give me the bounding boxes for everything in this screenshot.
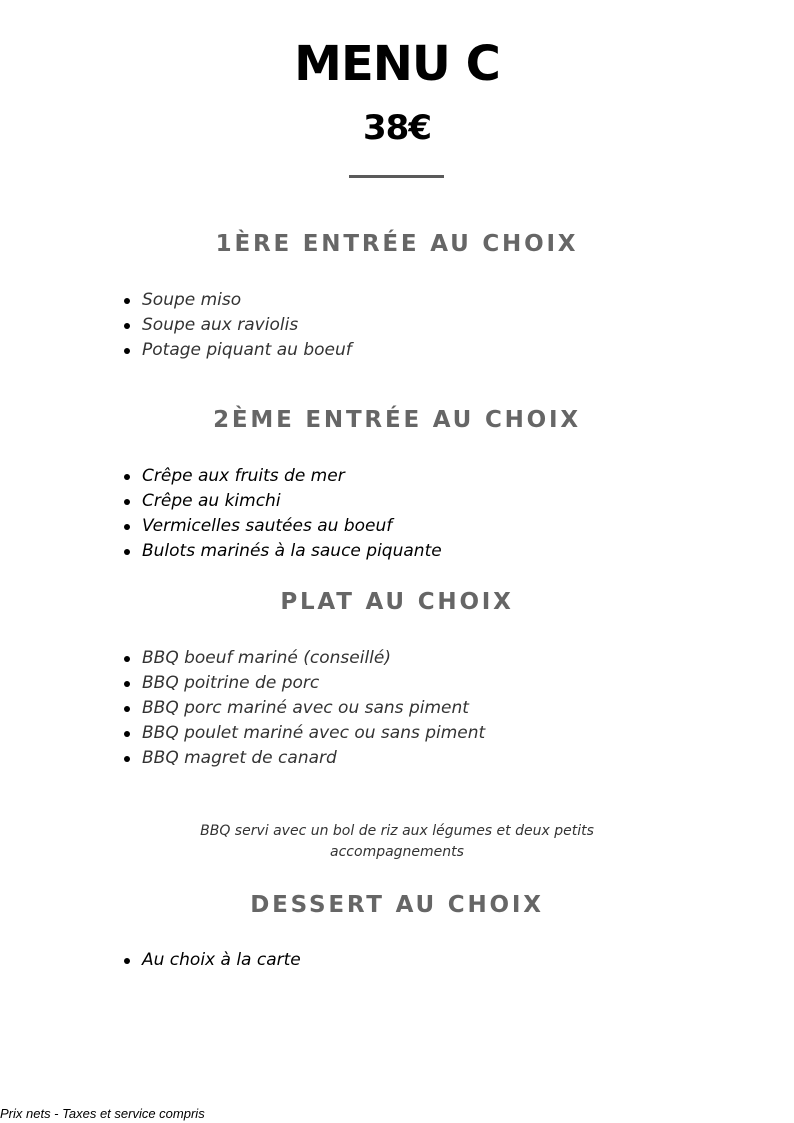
list-item: BBQ porc mariné avec ou sans piment: [120, 696, 485, 721]
dessert-list: [120, 948, 301, 973]
list-item: BBQ magret de canard: [120, 746, 485, 771]
section-title-main-course: PLAT AU CHOIX: [280, 589, 514, 615]
list-item: Crêpe aux fruits de mer: [120, 464, 442, 489]
list-item: Soupe aux raviolis: [120, 313, 352, 338]
list-item: Soupe miso: [120, 288, 352, 313]
title-divider: [349, 175, 444, 178]
list-item: Bulots marinés à la sauce piquante: [120, 539, 442, 564]
section-title-first-starter: 1ÈRE ENTRÉE AU CHOIX: [215, 231, 579, 257]
list-item: BBQ poulet mariné avec ou sans piment: [120, 721, 485, 746]
footer-note: Prix nets - Taxes et service compris: [0, 1106, 205, 1121]
main-course-list: [120, 646, 485, 771]
second-starter-list: [120, 464, 442, 564]
list-item: Vermicelles sautées au boeuf: [120, 514, 442, 539]
list-item: BBQ boeuf mariné (conseillé): [120, 646, 485, 671]
section-title-dessert: DESSERT AU CHOIX: [250, 892, 544, 918]
menu-price: 38€: [363, 108, 431, 148]
menu-title: MENU C: [294, 36, 500, 92]
list-item: BBQ poitrine de porc: [120, 671, 485, 696]
list-item: Crêpe au kimchi: [120, 489, 442, 514]
list-item: Au choix à la carte: [120, 948, 301, 973]
section-title-second-starter: 2ÈME ENTRÉE AU CHOIX: [213, 407, 581, 433]
main-course-note: BBQ servi avec un bol de riz aux légumes et deux petits accompagnements: [200, 823, 594, 860]
list-item: Potage piquant au boeuf: [120, 338, 352, 363]
first-starter-list: [120, 288, 352, 363]
